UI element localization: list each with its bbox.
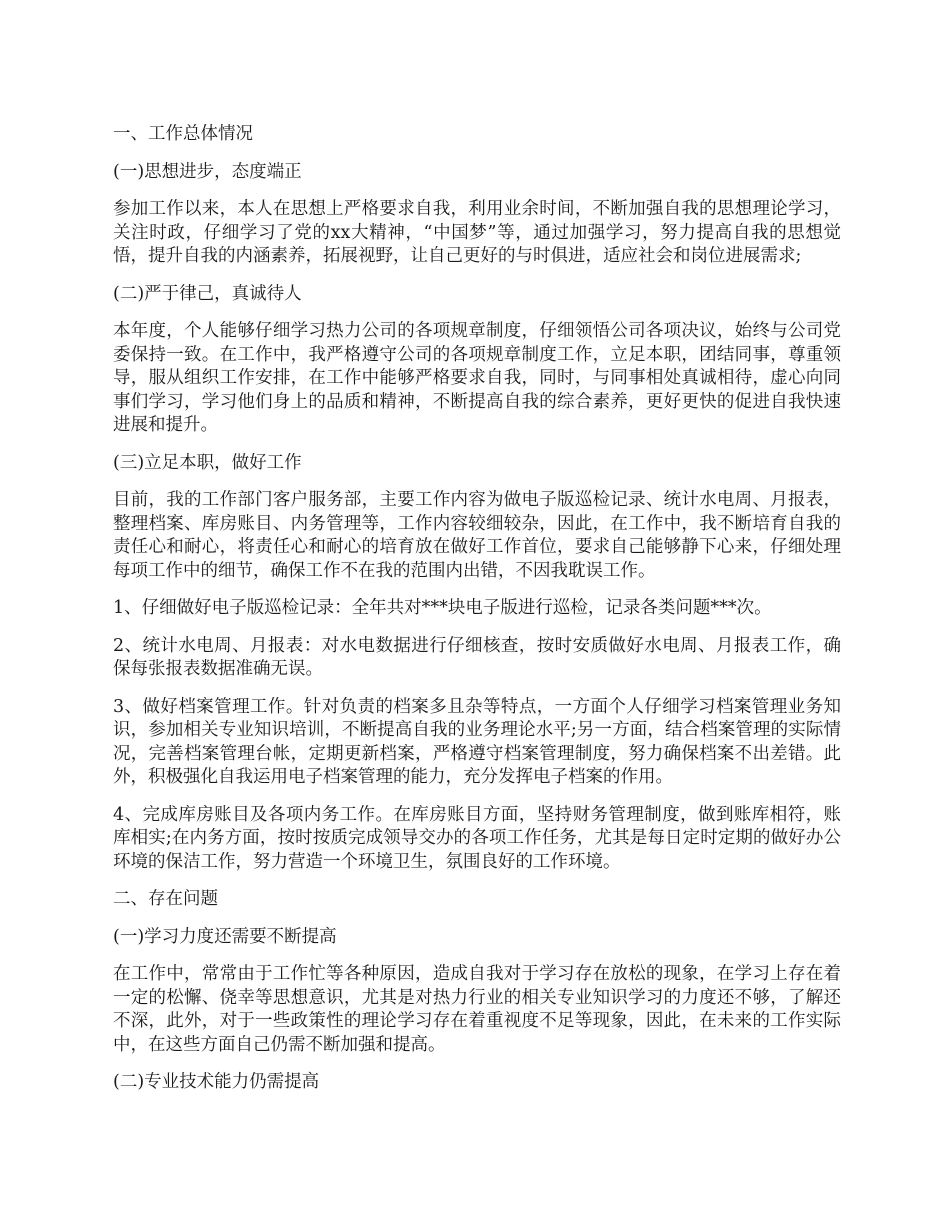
subheading-learning-effort: (一)学习力度还需要不断提高: [113, 926, 337, 947]
subheading-do-job-well: (三)立足本职，做好工作: [113, 452, 302, 473]
document-body: [113, 123, 841, 1109]
section-heading-overview: 一、工作总体情况: [113, 124, 253, 144]
paragraph-learning-effort: 在工作中，常常由于工作忙等各种原因，造成自我对于学习存在放松的现象，在学习上存在着一定的松懈、侥幸等思想意识，尤其是对热力行业的相关专业知识学习的力度还不够，了解还不深，此外，对于一些政策性的理论学习存在着重视度不足等现象，因此，在未来的工作实际中，在这些方面自己仍需不断加强和提高。: [113, 964, 841, 1055]
subheading-thought-progress: (一)思想进步，态度端正: [113, 161, 302, 182]
paragraph-do-job-well: 目前，我的工作部门客户服务部，主要工作内容为做电子版巡检记录、统计水电周、月报表，整理档案、库房账目、内务管理等，工作内容较细较杂，因此，在工作中，我不断培育自我的责任心和耐心，将责任心和耐心的培育放在做好工作首位，要求自己能够静下心来，仔细处理每项工作中的细节，确保工作不在我的范围内出错，不因我耽误工作。: [113, 490, 841, 581]
list-item-warehouse-accounts: 4、完成库房账目及各项内务工作。在库房账目方面，坚持财务管理制度，做到账库相符，账库相实;在内务方面，按时按质完成领导交办的各项工作任务，尤其是每日定时定期的做好办公环境的保洁工作，努力营造一个环境卫生，氛围良好的工作环境。: [113, 804, 841, 872]
list-item-archive-management: 3、做好档案管理工作。针对负责的档案多且杂等特点，一方面个人仔细学习档案管理业务知识，参加相关专业知识培训，不断提高自我的业务理论水平;另一方面，结合档案管理的实际情况，完善档案管理台帐，定期更新档案，严格遵守档案管理制度，努力确保档案不出差错。此外，积极强化自我运用电子档案管理的能力，充分发挥电子档案的作用。: [113, 696, 841, 787]
subheading-self-discipline: (二)严于律己，真诚待人: [113, 283, 302, 304]
list-item-utility-reports: 2、统计水电周、月报表：对水电数据进行仔细核查，按时安质做好水电周、月报表工作，确保每张报表数据准确无误。: [113, 635, 841, 679]
paragraph-self-discipline: 本年度，个人能够仔细学习热力公司的各项规章制度，仔细领悟公司各项决议，始终与公司党委保持一致。在工作中，我严格遵守公司的各项规章制度工作，立足本职，团结同事，尊重领导，服从组织工作安排，在工作中能够严格要求自我，同时，与同事相处真诚相待，虚心向同事们学习，学习他们身上的品质和精神，不断提高自我的综合素养，更好更快的促进自我快速进展和提升。: [113, 321, 841, 435]
section-heading-problems: 二、存在问题: [113, 889, 218, 909]
paragraph-thought-progress: 参加工作以来，本人在思想上严格要求自我，利用业余时间，不断加强自我的思想理论学习，关注时政，仔细学习了党的xx大精神，“中国梦”等，通过加强学习，努力提高自我的思想觉悟，提升自我的内涵素养，拓展视野，让自己更好的与时俱进，适应社会和岗位进展需求;: [113, 199, 841, 266]
list-item-inspection-records: 1、仔细做好电子版巡检记录：全年共对***块电子版进行巡检，记录各类问题***次。: [113, 598, 772, 618]
subheading-technical-ability: (二)专业技术能力仍需提高: [113, 1072, 320, 1092]
